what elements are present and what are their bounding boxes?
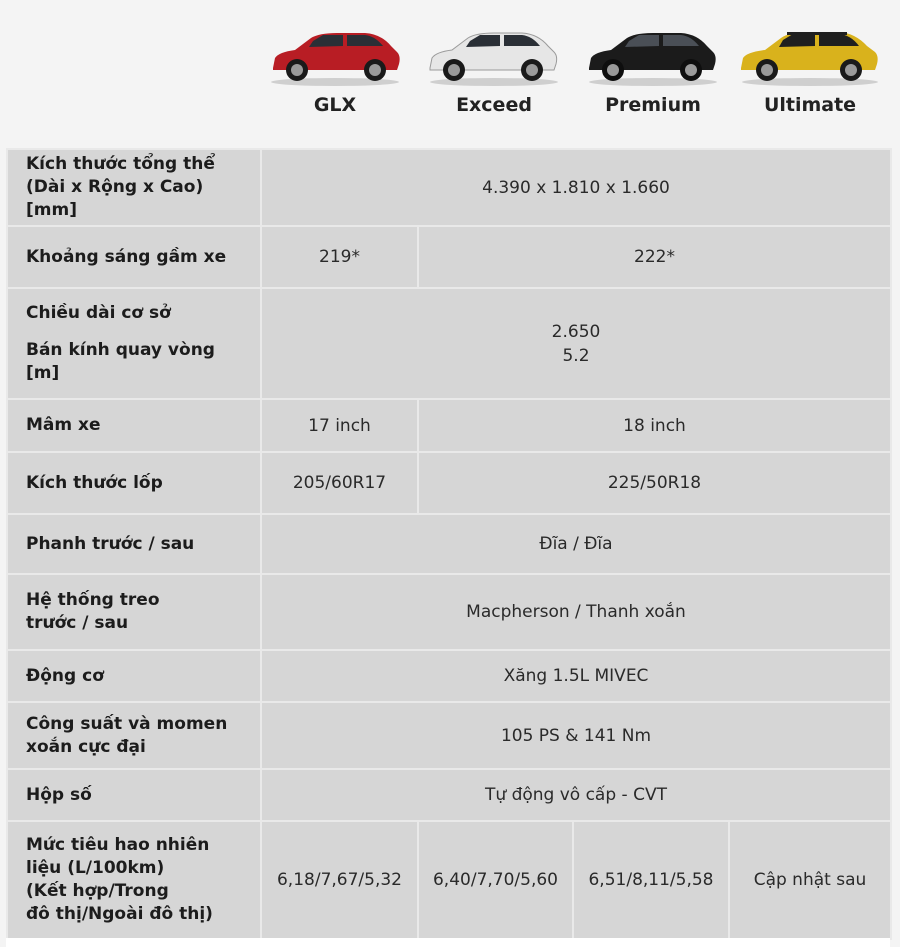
spec-value: 18 inch (418, 399, 891, 452)
row-label: Phanh trước / sau (7, 514, 261, 574)
variant-premium (578, 24, 728, 116)
table-row (7, 288, 891, 399)
row-label: Chiều dài cơ sở Bán kính quay vòng [m] (7, 288, 261, 399)
row-label: Công suất và momen xoắn cực đại (7, 702, 261, 769)
car-glx-icon (265, 24, 405, 88)
variant-name: Premium (605, 94, 701, 116)
row-label: Động cơ (7, 650, 261, 702)
table-row (7, 452, 891, 514)
spec-table (6, 148, 892, 940)
car-ultimate-icon (735, 24, 885, 88)
row-label: Kích thước tổng thể (Dài x Rộng x Cao) [mm] (7, 149, 261, 226)
row-label: Mức tiêu hao nhiên liệu (L/100km) (Kết hợp/Trong đô thị/Ngoài đô thị) (7, 821, 261, 939)
spec-value: Đĩa / Đĩa (261, 514, 891, 574)
car-premium-icon (583, 24, 723, 88)
row-label: Mâm xe (7, 399, 261, 452)
table-row (7, 702, 891, 769)
variant-header (0, 0, 900, 148)
spec-value: 225/50R18 (418, 452, 891, 514)
spec-value: 222* (418, 226, 891, 288)
spec-value: 17 inch (261, 399, 418, 452)
spec-value: 205/60R17 (261, 452, 418, 514)
variant-exceed (419, 24, 569, 116)
spec-value: 219* (261, 226, 418, 288)
table-row (7, 650, 891, 702)
variant-ultimate (735, 24, 885, 116)
spec-value: Macpherson / Thanh xoắn (261, 574, 891, 650)
row-label: Khoảng sáng gầm xe (7, 226, 261, 288)
table-row (7, 574, 891, 650)
spec-value: Xăng 1.5L MIVEC (261, 650, 891, 702)
car-exceed-icon (424, 24, 564, 88)
table-row (7, 149, 891, 226)
variant-name: Ultimate (763, 94, 857, 116)
table-row (7, 821, 891, 939)
row-label: Hệ thống treo trước / sau (7, 574, 261, 650)
table-bottom-edge (6, 938, 890, 947)
row-label: Kích thước lốp (7, 452, 261, 514)
table-row (7, 399, 891, 452)
spec-value: Cập nhật sau (729, 821, 891, 939)
variant-name: GLX (313, 94, 357, 116)
table-row (7, 769, 891, 821)
spec-value: 105 PS & 141 Nm (261, 702, 891, 769)
table-row (7, 226, 891, 288)
spec-value: Tự động vô cấp - CVT (261, 769, 891, 821)
spec-value: 6,18/7,67/5,32 (261, 821, 418, 939)
variant-glx (260, 24, 410, 116)
spec-value: 2.650 5.2 (261, 288, 891, 399)
row-label: Hộp số (7, 769, 261, 821)
spec-value: 6,40/7,70/5,60 (418, 821, 573, 939)
table-row (7, 514, 891, 574)
variant-name: Exceed (456, 94, 532, 116)
spec-value: 4.390 x 1.810 x 1.660 (261, 149, 891, 226)
spec-value: 6,51/8,11/5,58 (573, 821, 729, 939)
